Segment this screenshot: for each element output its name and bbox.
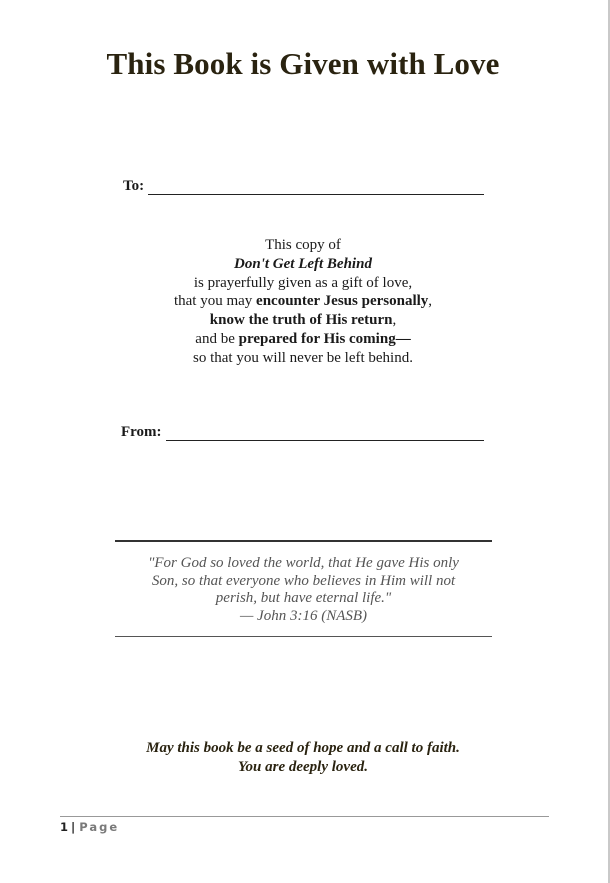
dedication-line-5 bbox=[0, 311, 606, 330]
page-number: 1 bbox=[60, 820, 69, 834]
book-title: Don't Get Left Behind bbox=[234, 255, 372, 272]
dedication-line-7: so that you will never be left behind. bbox=[193, 349, 413, 366]
footer-divider bbox=[60, 816, 549, 817]
dedication-line-6-bold: prepared for His coming— bbox=[238, 330, 411, 347]
page-title: This Book is Given with Love bbox=[106, 46, 500, 81]
dedication-line-3: is prayerfully given as a gift of love, bbox=[193, 274, 413, 291]
verse-top-divider bbox=[115, 540, 492, 542]
dedication-line-4-suffix: , bbox=[428, 293, 433, 310]
from-blank-line[interactable] bbox=[166, 426, 484, 441]
dedication-line-6-prefix: and be bbox=[195, 330, 239, 347]
page-separator: | bbox=[71, 820, 76, 834]
verse-line-1: "For God so loved the world, that He gave His only bbox=[148, 555, 459, 571]
dedication-line-4-prefix: that you may bbox=[173, 293, 257, 310]
verse-line-2: Son, so that everyone who believes in Him will not bbox=[151, 572, 456, 589]
dedication-line-5-suffix: , bbox=[392, 312, 397, 329]
to-blank-line[interactable] bbox=[148, 180, 484, 195]
dedication-line-4-bold: encounter Jesus personally bbox=[256, 293, 429, 310]
verse-bottom-divider bbox=[115, 636, 492, 637]
closing-message bbox=[0, 739, 606, 777]
dedication-line-1: This copy of bbox=[265, 237, 341, 253]
to-field bbox=[123, 178, 484, 195]
verse-block bbox=[115, 555, 492, 625]
from-label: From: bbox=[121, 424, 162, 440]
dedication-text bbox=[0, 236, 606, 368]
dedication-line-4 bbox=[0, 292, 606, 311]
from-field bbox=[121, 424, 484, 441]
to-label: To: bbox=[123, 178, 145, 194]
verse-reference: — John 3:16 (NASB) bbox=[239, 607, 368, 624]
page-footer bbox=[60, 820, 119, 834]
dedication-line-5-bold: know the truth of His return bbox=[209, 312, 393, 329]
dedication-line-6 bbox=[0, 330, 606, 349]
closing-line-1: May this book be a seed of hope and a call to faith. bbox=[146, 740, 460, 756]
closing-line-2: You are deeply loved. bbox=[238, 759, 368, 775]
verse-line-3: perish, but have eternal life." bbox=[215, 590, 392, 606]
page-label: Page bbox=[79, 820, 120, 834]
